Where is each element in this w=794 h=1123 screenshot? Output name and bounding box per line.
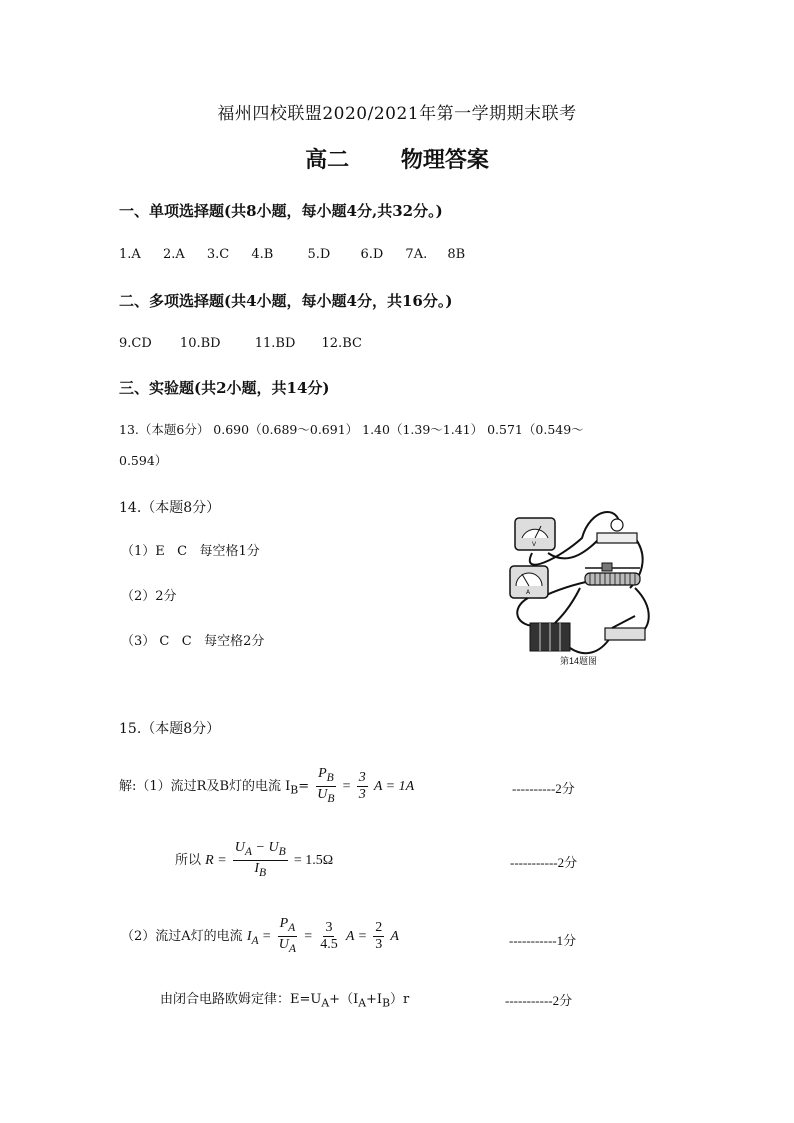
q15-line3: （2）流过A灯的电流 $I_A$ = $\frac{P_A}{U_A}$ = $\frac{3}{4.5}$ A = $\frac{2}{3}$ A — [121, 916, 399, 955]
f1-num: P — [279, 916, 289, 931]
q15-line4-sub2: A — [358, 996, 367, 1010]
answer-8: 8B — [447, 247, 466, 262]
section2-answers — [119, 336, 380, 351]
circuit-diagram — [500, 498, 660, 668]
exam-title: 福州四校联盟2020/2021年第一学期期末联考 — [217, 104, 577, 124]
q15-line4-sub1: A — [321, 996, 330, 1010]
figure-caption: 第14题图 — [560, 656, 598, 666]
frac-ub-sub: B — [278, 844, 286, 858]
q15-line1-eq: = — [298, 778, 310, 794]
f1-num-sub: A — [288, 920, 296, 934]
q15-line3-score: -----------1分 — [509, 933, 577, 948]
frac-ua: U — [234, 840, 245, 855]
lamp-icon — [597, 519, 637, 543]
q14-part2: （2）2分 — [121, 589, 177, 604]
wire-voltmeter-lamp2 — [548, 538, 600, 558]
answer-3: 3.C — [206, 247, 230, 262]
q15-line1 — [119, 766, 414, 807]
q15-line3-lhs: I — [246, 928, 252, 944]
q15-line2-prefix: 所以 — [175, 852, 202, 868]
fraction-3-4.5 — [318, 920, 340, 953]
f2-num: 3 — [325, 919, 333, 935]
wire-rheostat-battery — [555, 588, 580, 623]
q15-line4 — [160, 988, 409, 1010]
q15-line3-end: A — [390, 928, 399, 944]
wire-battery-switch — [570, 638, 610, 653]
q15-line4-text: 由闭合电路欧姆定律：E=U — [160, 992, 322, 1007]
rheostat-icon — [585, 563, 640, 585]
voltmeter-icon — [515, 518, 555, 550]
frac-minus-ub: − U — [252, 840, 279, 855]
q15-line4-score: -----------2分 — [505, 993, 573, 1008]
q15-line1-score: ----------2分 — [512, 781, 575, 796]
q15-line4-plus: +I — [366, 992, 383, 1007]
q15-line4-end: ）r — [390, 992, 410, 1007]
q15-title: 15.（本题8分） — [119, 721, 221, 737]
fraction-ua-ub-ib — [233, 840, 288, 881]
section1-answers — [119, 247, 483, 262]
f3-den: 3 — [375, 936, 383, 952]
q15-line4-sub3: B — [382, 996, 391, 1010]
fraction-2-3 — [373, 920, 384, 953]
frac-num-sub: B — [326, 770, 334, 784]
f1-den: U — [278, 936, 289, 952]
q15-line1-mid: = — [342, 778, 351, 794]
frac-den: U — [317, 786, 328, 802]
f2-den: 4.5 — [320, 936, 338, 952]
q13-line2: 0.594） — [119, 453, 168, 468]
ammeter-icon — [510, 566, 548, 598]
f3-num: 2 — [375, 919, 383, 935]
section2-heading: 二、多项选择题(共4小题，每小题4分，共16分。) — [119, 292, 453, 310]
frac-ib-sub: B — [259, 865, 267, 879]
q15-line4-mid: +（I — [329, 992, 359, 1007]
answer-5: 5.D — [307, 247, 331, 262]
subject-label: 物理答案 — [400, 147, 489, 173]
frac-den-sub: B — [327, 791, 335, 805]
switch-icon — [605, 616, 645, 640]
frac2-num: 3 — [358, 769, 366, 785]
q15-line2-score: -----------2分 — [510, 855, 578, 870]
f1-den-sub: A — [288, 941, 297, 955]
battery-icon — [530, 623, 570, 651]
q13-line1: 13.（本题6分） 0.690（0.689～0.691） 1.40（1.39～1.41） 0.571（0.549～ — [119, 422, 584, 437]
answer-4: 4.B — [251, 247, 274, 262]
q15-line3-mid: A = — [345, 928, 368, 944]
grade-label: 高二 — [305, 147, 350, 173]
answer-12: 12.BC — [321, 336, 362, 351]
q14-title: 14.（本题8分） — [119, 500, 221, 516]
wire-rheostat-switch — [635, 588, 649, 633]
section3-heading: 三、实验题(共2小题，共14分) — [119, 379, 330, 397]
q15-line1-text: 解:（1）流过R及B灯的电流 I — [119, 778, 291, 794]
answer-6: 6.D — [360, 247, 384, 262]
q15-line3-eq: = — [262, 928, 271, 944]
answer-subtitle — [0, 143, 794, 174]
frac-num: P — [318, 766, 327, 781]
answer-1: 1.A — [119, 247, 141, 262]
q15-line1-sub: B — [290, 783, 299, 797]
answer-11: 11.BD — [254, 336, 296, 351]
answer-10: 10.BD — [179, 336, 221, 351]
wire-ammeter-loop — [517, 598, 540, 626]
svg-text:A: A — [526, 589, 531, 596]
answer-2: 2.A — [162, 247, 185, 262]
q15-line2-result: = 1.5Ω — [293, 852, 334, 868]
q15-line2 — [175, 840, 333, 881]
frac-ua-sub: A — [244, 844, 253, 858]
fraction-3-3 — [357, 770, 368, 803]
q15-line3-prefix: （2）流过A灯的电流 — [121, 928, 243, 944]
answer-9: 9.CD — [119, 336, 152, 351]
q14-part3: （3） C C 每空格2分 — [121, 634, 265, 649]
q15-line2-lhs: R = — [205, 852, 227, 868]
svg-text:V: V — [532, 541, 537, 548]
q14-part1: （1）E C 每空格1分 — [121, 544, 260, 559]
frac2-den: 3 — [358, 786, 366, 802]
q15-line3-lhs-sub: A — [251, 933, 259, 947]
section1-heading: 一、单项选择题(共8小题，每小题4分,共32分。) — [119, 202, 443, 220]
q15-line1-result: A = 1A — [373, 778, 415, 794]
answer-7: 7A. — [405, 247, 428, 262]
fraction-pb-ub — [315, 766, 336, 807]
fraction-pa-ua — [277, 916, 298, 957]
frac-ib: I — [254, 860, 260, 876]
